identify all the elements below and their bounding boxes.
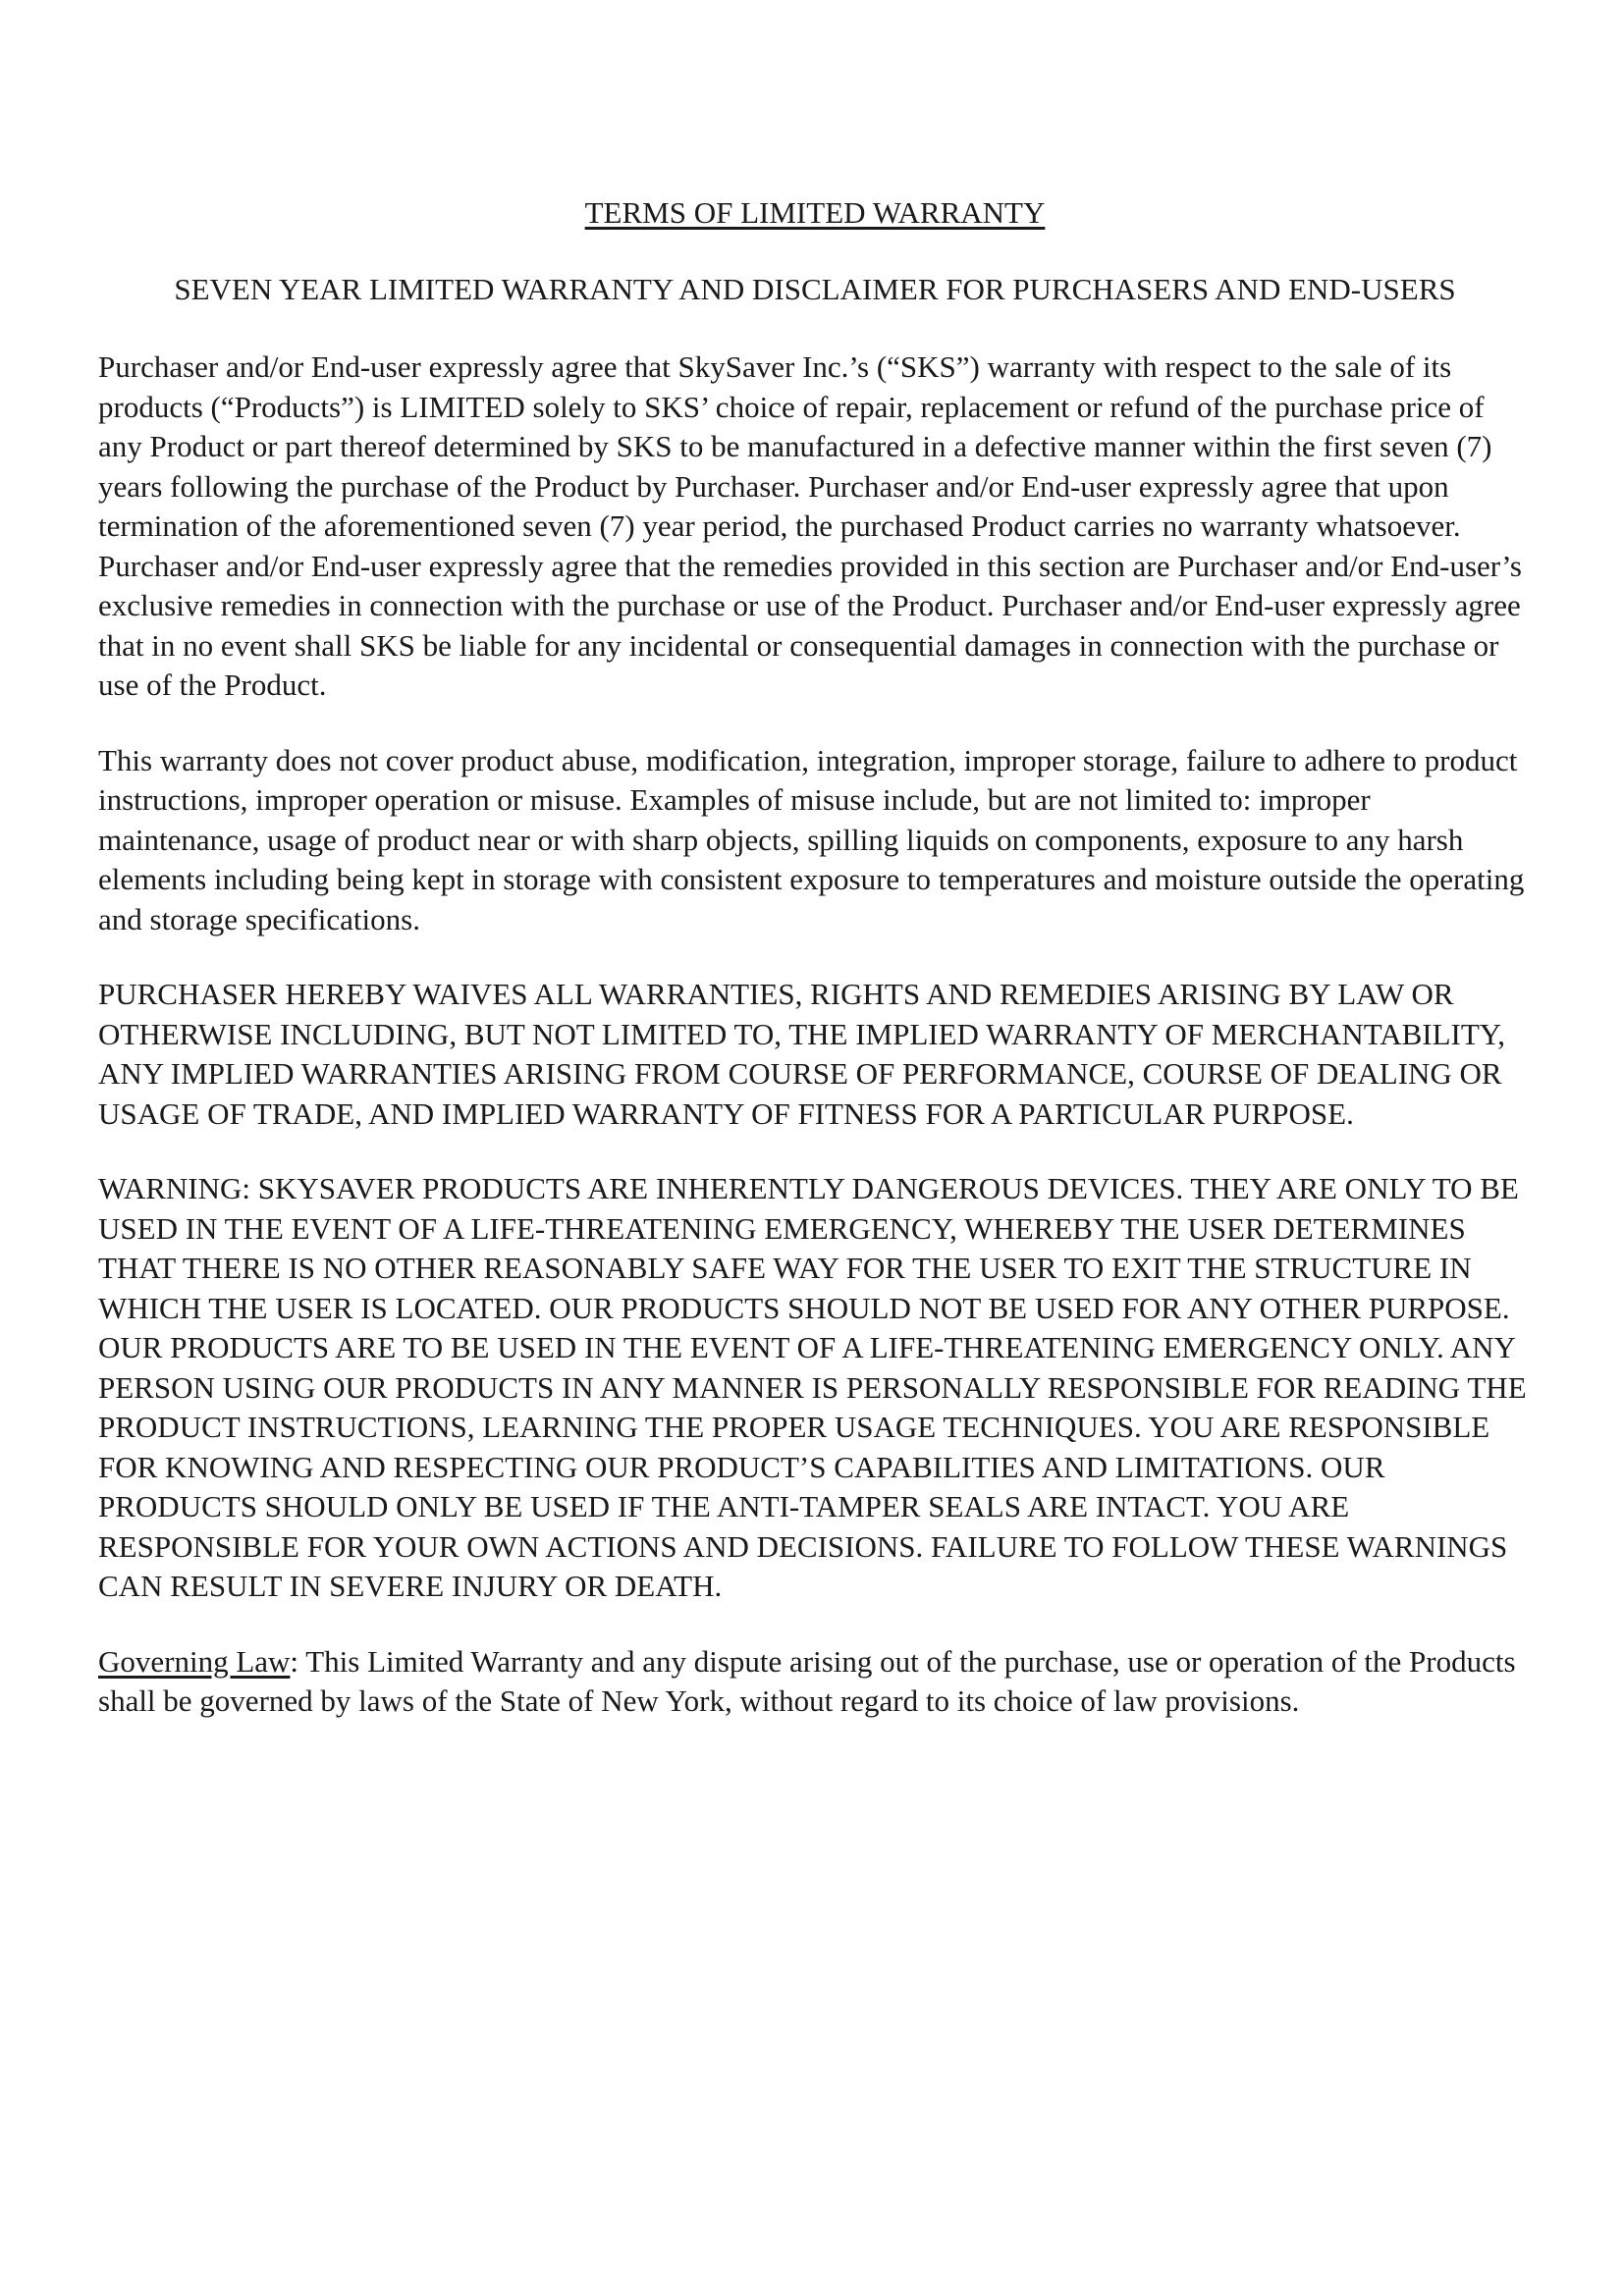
document-subtitle: SEVEN YEAR LIMITED WARRANTY AND DISCLAIMER FOR PURCHASERS AND END-USERS: [174, 272, 1456, 306]
warning-paragraph: WARNING: SKYSAVER PRODUCTS ARE INHERENTLY DANGEROUS DEVICES. THEY ARE ONLY TO BE USED IN THE EVENT OF A LIFE-THREATENING EMERGENCY, WHEREBY THE USER DETERMINES THAT THERE IS NO OTHER REASONABLY SAFE WAY FOR THE USER TO EXIT THE STRUCTURE IN WHICH THE USER IS LOCATED. OUR PRODUCTS SHOULD NOT BE USED FOR ANY OTHER PURPOSE. OUR PRODUCTS ARE TO BE USED IN THE EVENT OF A LIFE-THREATENING EMERGENCY ONLY. ANY PERSON USING OUR PRODUCTS IN ANY MANNER IS PERSONALLY RESPONSIBLE FOR READING THE PRODUCT INSTRUCTIONS, LEARNING THE PROPER USAGE TECHNIQUES. YOU ARE RESPONSIBLE FOR KNOWING AND RESPECTING OUR PRODUCT’S CAPABILITIES AND LIMITATIONS. OUR PRODUCTS SHOULD ONLY BE USED IF THE ANTI-TAMPER SEALS ARE INTACT. YOU ARE RESPONSIBLE FOR YOUR OWN ACTIONS AND DECISIONS. FAILURE TO FOLLOW THESE WARNINGS CAN RESULT IN SEVERE INJURY OR DEATH.: [98, 1171, 1527, 1603]
governing-law-paragraph: [98, 1642, 1532, 1722]
warranty-exclusions-paragraph: This warranty does not cover product abuse, modification, integration, improper storage, failure to adhere to product instructions, improper operation or misuse. Examples of misuse include, but are not limited to: improper maintenance, usage of product near or with sharp objects, spilling liquids on components, exposure to any harsh elements including being kept in storage with consistent exposure to temperatures and moisture outside the operating and storage specifications.: [98, 742, 1525, 936]
document-page: [98, 192, 1532, 1722]
governing-law-label: Governing Law: [98, 1643, 291, 1679]
waiver-paragraph: PURCHASER HEREBY WAIVES ALL WARRANTIES, RIGHTS AND REMEDIES ARISING BY LAW OR OTHERWISE INCLUDING, BUT NOT LIMITED TO, THE IMPLIED WARRANTY OF MERCHANTABILITY, ANY IMPLIED WARRANTIES ARISING FROM COURSE OF PERFORMANCE, COURSE OF DEALING OR USAGE OF TRADE, AND IMPLIED WARRANTY OF FITNESS FOR A PARTICULAR PURPOSE.: [98, 977, 1505, 1131]
governing-law-text: : This Limited Warranty and any dispute arising out of the purchase, use or operation of the Products shall be governed by laws of the State of New York, without regard to its choice of law provisions.: [98, 1643, 1516, 1718]
document-title: TERMS OF LIMITED WARRANTY: [584, 195, 1046, 230]
warranty-scope-paragraph: Purchaser and/or End-user expressly agree that SkySaver Inc.’s (“SKS”) warranty with respect to the sale of its products (“Products”) is LIMITED solely to SKS’ choice of repair, replacement or refund of the purchase price of any Product or part thereof determined by SKS to be manufactured in a defective manner within the first seven (7) years following the purchase of the Product by Purchaser. Purchaser and/or End-user expressly agree that upon termination of the aforementioned seven (7) year period, the purchased Product carries no warranty whatsoever. Purchaser and/or End-user expressly agree that the remedies provided in this section are Purchaser and/or End-user’s exclusive remedies in connection with the purchase or use of the Product. Purchaser and/or End-user expressly agree that in no event shall SKS be liable for any incidental or consequential damages in connection with the purchase or use of the Product.: [98, 349, 1522, 702]
